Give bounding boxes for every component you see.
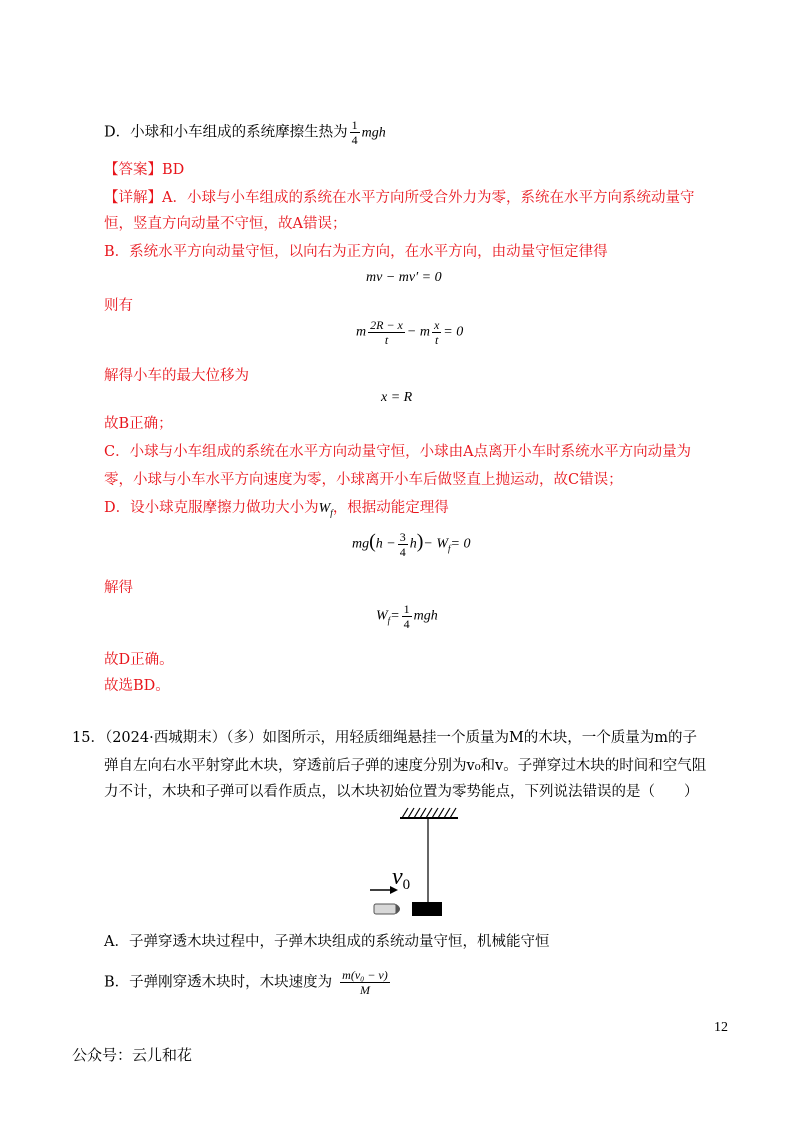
q15-line2: 弹自左向右水平射穿此木块，穿透前后子弹的速度分别为v₀和v。子弹穿过木块的时间和空气阻	[104, 758, 707, 774]
detail-b-line: B．系统水平方向动量守恒，以向右为正方向，在水平方向，由动量守恒定律得	[104, 244, 608, 260]
fraction: $\frac{x}{t}$	[433, 318, 440, 347]
detail-a-line2: 恒，竖直方向动量不守恒，故A错误；	[104, 216, 347, 232]
detail-c-line2: 零，小球与小车水平方向速度为零，小球离开小车后做竖直上抛运动，故C错误；	[104, 472, 623, 488]
q15-line1: 15．（2024·西城期末）（多）如图所示，用轻质细绳悬挂一个质量为M的木块，一个质量为m的子	[72, 730, 698, 746]
wood-block	[412, 902, 442, 916]
q15-line3: 力不计，木块和子弹可以看作质点，以木块初始位置为零势能点，下列说法错误的是（ ）	[104, 784, 699, 800]
detail-a-line1: 【详解】A．小球与小车组成的系统在水平方向所受合外力为零，系统在水平方向系统动量守	[104, 190, 695, 206]
pendulum-figure	[366, 806, 466, 924]
velocity-label: $v_0$	[392, 864, 411, 893]
fraction: $\frac{2R - x}{t}$	[370, 318, 403, 347]
equation-displacement: m $\frac{2R - x}{t}$ − m $\frac{x}{t}$ = 0	[356, 318, 464, 347]
detail-c-line1: C．小球与小车组成的系统在水平方向动量守恒，小球由A点离开小车时系统水平方向动量为	[104, 444, 692, 460]
page-number: 12	[714, 1020, 728, 1035]
option-b: B．子弹刚穿透木块时，木块速度为 $\frac{\text{m(v₀ − v)}}{M}$	[104, 968, 388, 997]
option-a: A．子弹穿透木块过程中，子弹木块组成的系统动量守恒，机械能守恒	[104, 934, 550, 950]
equation-result-x: x = R	[381, 390, 413, 405]
fraction: $\frac{\text{m(v₀ − v)}}{M}$	[342, 968, 388, 997]
ceiling-hatch	[402, 808, 456, 818]
fraction: $\frac{1}{4}$	[403, 602, 410, 631]
final-answer: 故选BD。	[104, 678, 170, 694]
fraction: $\frac{3}{4}$	[399, 530, 406, 559]
solve2-text: 解得	[104, 580, 133, 596]
solve-text: 解得小车的最大位移为	[104, 368, 249, 384]
bullet-tip	[396, 904, 400, 914]
fraction: $\frac{1}{4}$	[351, 118, 358, 147]
b-conclusion: 故B正确；	[104, 416, 173, 432]
option-d-text: D．小球和小车组成的系统摩擦生热为	[104, 124, 348, 141]
equation-work-energy: mg(h − $\frac{3}{4}$ $h)- W_f= 0$	[352, 530, 471, 559]
equation-friction-work: $W_f=$ $\frac{1}{4}$ mgh	[376, 602, 438, 631]
option-d-prev	[104, 118, 386, 147]
answer-label: 【答案】BD	[104, 162, 185, 178]
footer-text: 公众号：云儿和花	[72, 1046, 193, 1064]
then-text: 则有	[104, 298, 133, 314]
detail-d-line: D．设小球克服摩擦力做功大小为$W_f$，根据动能定理得	[104, 500, 449, 518]
option-d-expr-tail: mgh	[361, 125, 386, 141]
bullet	[374, 904, 396, 914]
equation-momentum: mv − mv′ = 0	[366, 270, 442, 285]
d-conclusion: 故D正确。	[104, 652, 174, 668]
